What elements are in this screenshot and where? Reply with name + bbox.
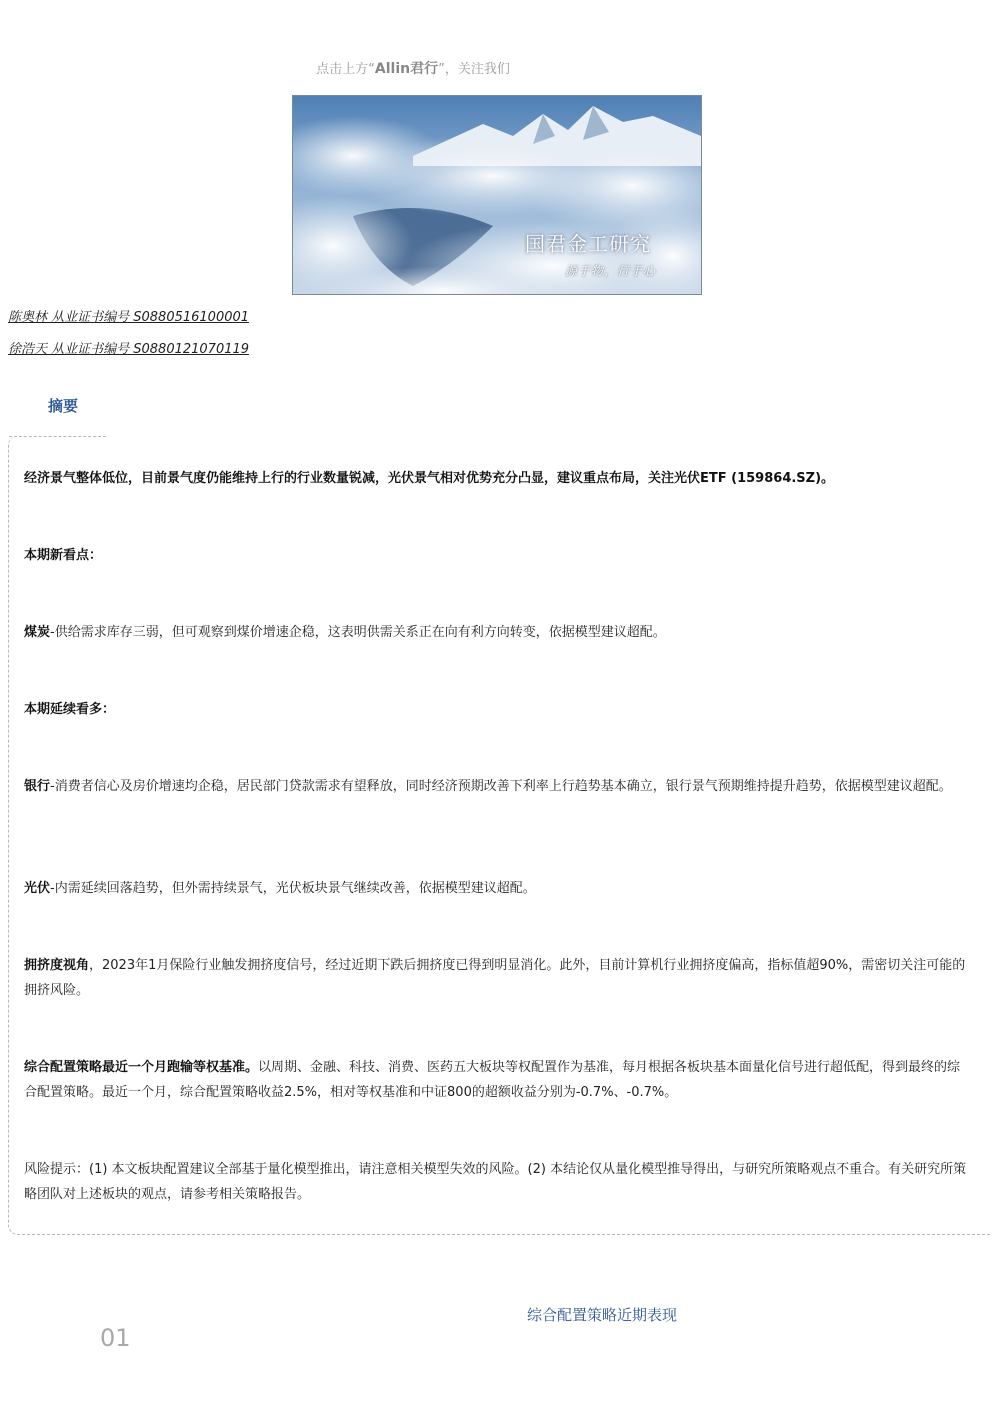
section-number: 01	[100, 1324, 131, 1352]
follow-suffix: ”，关注我们	[438, 62, 510, 77]
new-view-label: 本期新看点：	[24, 548, 103, 563]
pv-paragraph	[24, 876, 972, 901]
author-credit[interactable]: 徐浩天 从业证书编号 S0880121070119	[8, 342, 250, 357]
brand-name-link[interactable]: Allin君行	[374, 61, 439, 77]
pv-label: 光伏	[24, 881, 51, 896]
bank-text: -消费者信心及房价增速均企稳，居民部门贷款需求有望释放，同时经济预期改善下利率上行趋势基本确立，银行景气预期维持提升趋势，依据模型建议超配。	[50, 779, 952, 794]
follow-prompt	[0, 58, 826, 78]
follow-prefix: 点击上方“	[316, 62, 375, 77]
strategy-label: 综合配置策略最近一个月跑输等权基准。	[24, 1060, 259, 1075]
banner-image	[292, 95, 702, 295]
banner-title: 国君金工研究	[525, 232, 651, 256]
crowding-label: 拥挤度视角	[24, 958, 90, 973]
strategy-text: 以周期、金融、科技、消费、医药五大板块等权配置作为基准，每月根据各板块基本面量化信号进行超低配，得到最终的综合配置策略。最近一个月，综合配置策略收益2.5%，相对等权基准和中证800的超额收益分别为-0.7%、-0.7%。	[24, 1060, 961, 1100]
summary-box-top-rule	[9, 436, 106, 437]
summary-headline: 经济景气整体低位，目前景气度仍能维持上行的行业数量锐减，光伏景气相对优势充分凸显，建议重点布局，关注光伏ETF (159864.SZ)。	[24, 471, 835, 486]
crowding-text: ，2023年1月保险行业触发拥挤度信号，经过近期下跌后拥挤度已得到明显消化。此外，目前计算机行业拥挤度偏高，指标值超90%，需密切关注可能的拥挤风险。	[24, 958, 966, 998]
section-title: 综合配置策略近期表现	[527, 1306, 678, 1324]
coal-text: -供给需求库存三弱，但可观察到煤价增速企稳，这表明供需关系正在向有利方向转变，依据模型建议超配。	[50, 625, 666, 640]
summary-heading: 摘要	[48, 397, 79, 415]
coal-paragraph	[24, 620, 972, 645]
crowding-paragraph	[24, 953, 972, 1003]
continued-view-label: 本期延续看多：	[24, 702, 116, 717]
bank-paragraph	[24, 774, 972, 799]
pv-text: -内需延续回落趋势，但外需持续景气，光伏板块景气继续改善，依据模型建议超配。	[50, 881, 536, 896]
bank-label: 银行	[24, 779, 51, 794]
author-credit[interactable]: 陈奥林 从业证书编号 S0880516100001	[8, 310, 250, 325]
risk-warning: 风险提示：(1) 本文板块配置建议全部基于量化模型推出，请注意相关模型失效的风险。(2) 本结论仅从量化模型推导得出，与研究所策略观点不重合。有关研究所策略团队对上述板块的观点，请参考相关策略报告。	[24, 1162, 967, 1202]
banner-slogan: 源于物，行于心	[565, 264, 657, 278]
coal-label: 煤炭	[24, 625, 51, 640]
strategy-paragraph	[24, 1055, 972, 1105]
